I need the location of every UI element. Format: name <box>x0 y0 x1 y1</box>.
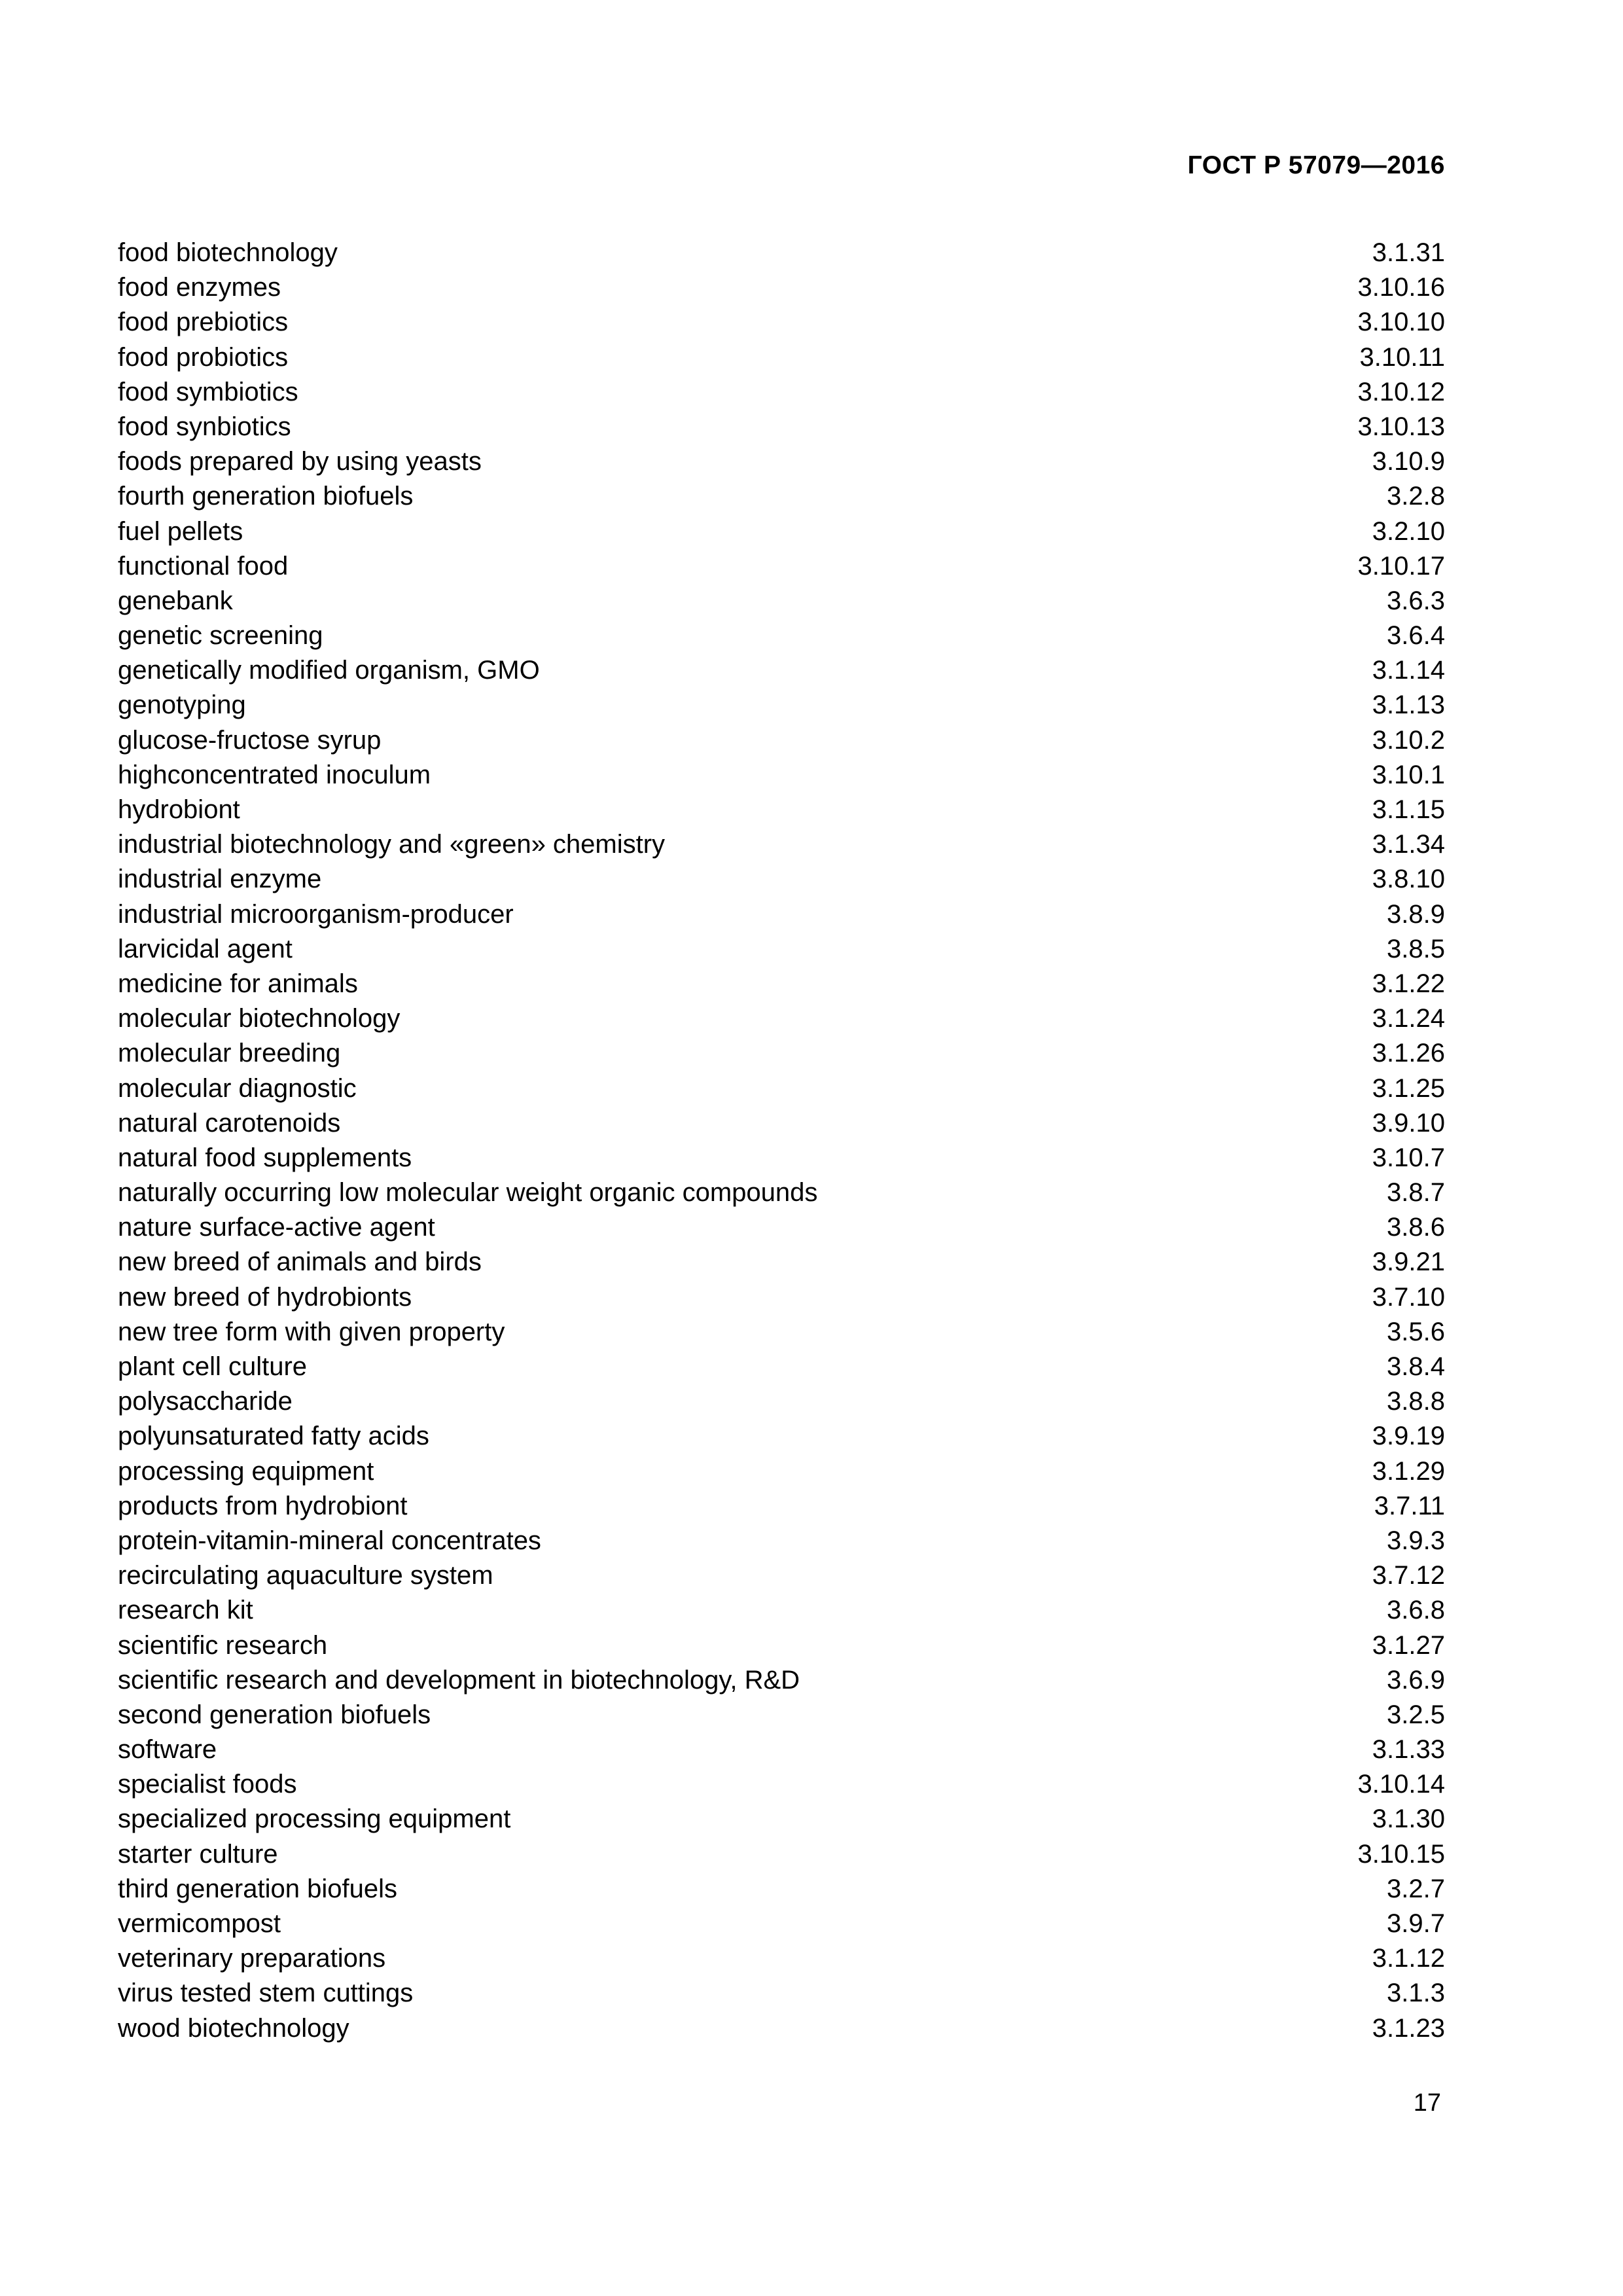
index-entry <box>118 1245 1445 1280</box>
index-entry <box>118 932 1445 967</box>
index-reference-number: 3.9.3 <box>1387 1526 1445 1555</box>
index-reference-number: 3.1.30 <box>1372 1804 1445 1834</box>
index-reference-number: 3.10.2 <box>1372 725 1445 755</box>
index-term: specialist foods <box>118 1770 297 1799</box>
index-term: specialized processing equipment <box>118 1804 511 1834</box>
index-entry <box>118 305 1445 340</box>
index-reference-number: 3.8.9 <box>1387 899 1445 929</box>
index-entry <box>118 1524 1445 1558</box>
index-entry <box>118 1802 1445 1837</box>
index-term: food prebiotics <box>118 308 289 337</box>
index-reference-number: 3.8.10 <box>1372 865 1445 894</box>
index-term: industrial biotechnology and «green» chemistry <box>118 830 666 859</box>
index-reference-number: 3.7.10 <box>1372 1282 1445 1312</box>
index-entry <box>118 758 1445 793</box>
index-reference-number: 3.1.23 <box>1372 2013 1445 2043</box>
index-term: scientific research and development in biotechnology, R&D <box>118 1665 800 1695</box>
index-reference-number: 3.1.15 <box>1372 795 1445 824</box>
index-entry <box>118 444 1445 479</box>
index-reference-number: 3.10.9 <box>1372 447 1445 476</box>
index-entry <box>118 1315 1445 1350</box>
index-term: molecular breeding <box>118 1039 341 1068</box>
index-reference-number: 3.7.11 <box>1374 1491 1445 1520</box>
index-reference-number: 3.10.14 <box>1357 1770 1445 1799</box>
index-reference-number: 3.1.33 <box>1372 1735 1445 1765</box>
index-term: new breed of hydrobionts <box>118 1282 412 1312</box>
index-entry <box>118 1106 1445 1141</box>
index-entry <box>118 1628 1445 1663</box>
index-entry <box>118 1350 1445 1384</box>
index-reference-number: 3.9.7 <box>1387 1909 1445 1938</box>
index-reference-number: 3.5.6 <box>1387 1317 1445 1346</box>
index-entry <box>118 1907 1445 1941</box>
index-reference-number: 3.1.12 <box>1372 1944 1445 1973</box>
index-entry <box>118 1732 1445 1767</box>
index-reference-number: 3.10.13 <box>1357 412 1445 441</box>
index-term: medicine for animals <box>118 969 358 998</box>
index-term: processing equipment <box>118 1456 374 1486</box>
index-entry <box>118 1558 1445 1593</box>
index-term: software <box>118 1735 217 1765</box>
index-entry <box>118 723 1445 758</box>
index-term: food synbiotics <box>118 412 291 441</box>
index-reference-number: 3.9.10 <box>1372 1108 1445 1138</box>
index-reference-number: 3.1.34 <box>1372 830 1445 859</box>
index-entry <box>118 1384 1445 1419</box>
index-term: second generation biofuels <box>118 1700 431 1729</box>
index-reference-number: 3.10.17 <box>1357 551 1445 581</box>
index-term: genotyping <box>118 691 246 720</box>
index-reference-number: 3.2.5 <box>1387 1700 1445 1729</box>
index-reference-number: 3.1.3 <box>1387 1979 1445 2008</box>
index-entry <box>118 688 1445 723</box>
index-reference-number: 3.9.21 <box>1372 1247 1445 1277</box>
index-reference-number: 3.1.14 <box>1372 656 1445 685</box>
document-header <box>1188 149 1445 182</box>
index-term: nature surface-active agent <box>118 1213 435 1242</box>
index-reference-number: 3.10.7 <box>1372 1143 1445 1172</box>
index-term: third generation biofuels <box>118 1874 397 1903</box>
index-entry <box>118 1036 1445 1071</box>
index-term: virus tested stem cuttings <box>118 1979 414 2008</box>
index-term: new tree form with given property <box>118 1317 505 1346</box>
index-term: natural food supplements <box>118 1143 412 1172</box>
index-term: polysaccharide <box>118 1387 293 1416</box>
index-term: polyunsaturated fatty acids <box>118 1422 429 1451</box>
index-term: hydrobiont <box>118 795 240 824</box>
index-term: research kit <box>118 1596 253 1625</box>
index-term: plant cell culture <box>118 1352 308 1381</box>
index-entry <box>118 1593 1445 1628</box>
index-reference-number: 3.8.6 <box>1387 1213 1445 1242</box>
index-entry <box>118 1976 1445 2011</box>
index-term: glucose-fructose syrup <box>118 725 382 755</box>
index-reference-number: 3.1.26 <box>1372 1039 1445 1068</box>
index-entry <box>118 584 1445 619</box>
index-entry <box>118 862 1445 897</box>
index-reference-number: 3.6.9 <box>1387 1665 1445 1695</box>
index-term: highconcentrated inoculum <box>118 760 431 789</box>
index-entry <box>118 793 1445 827</box>
index-entry <box>118 1454 1445 1489</box>
index-entry <box>118 1837 1445 1872</box>
index-term: genebank <box>118 586 233 615</box>
index-reference-number: 3.6.8 <box>1387 1596 1445 1625</box>
index-entry <box>118 1698 1445 1732</box>
index-reference-number: 3.8.7 <box>1387 1178 1445 1208</box>
index-reference-number: 3.1.24 <box>1372 1004 1445 1033</box>
index-reference-number: 3.8.4 <box>1387 1352 1445 1381</box>
index-entry <box>118 479 1445 514</box>
index-entry <box>118 653 1445 688</box>
index-entry <box>118 1767 1445 1802</box>
index-entry <box>118 619 1445 653</box>
index-reference-number: 3.9.19 <box>1372 1422 1445 1451</box>
index-term: scientific research <box>118 1630 328 1660</box>
index-term: fuel pellets <box>118 516 243 546</box>
index-term: products from hydrobiont <box>118 1491 408 1520</box>
index-reference-number: 3.1.13 <box>1372 691 1445 720</box>
index-term: wood biotechnology <box>118 2013 349 2043</box>
index-reference-number: 3.10.1 <box>1372 760 1445 789</box>
index-entry <box>118 1175 1445 1210</box>
index-entry <box>118 1941 1445 1976</box>
index-term: industrial enzyme <box>118 865 322 894</box>
index-reference-number: 3.1.22 <box>1372 969 1445 998</box>
standard-designation: ГОСТ Р 57079—2016 <box>1187 151 1445 179</box>
index-entry <box>118 410 1445 444</box>
index-reference-number: 3.1.29 <box>1372 1456 1445 1486</box>
index-term: veterinary preparations <box>118 1944 386 1973</box>
index-term: fourth generation biofuels <box>118 482 414 511</box>
index-term: recirculating aquaculture system <box>118 1561 493 1590</box>
index-reference-number: 3.2.8 <box>1387 482 1445 511</box>
index-reference-number: 3.6.4 <box>1387 621 1445 651</box>
index-reference-number: 3.7.12 <box>1372 1561 1445 1590</box>
index-entry <box>118 1141 1445 1175</box>
page-number: 17 <box>1413 2089 1441 2117</box>
index-entry <box>118 236 1445 270</box>
index-entry <box>118 2011 1445 2046</box>
index-reference-number: 3.8.5 <box>1387 934 1445 963</box>
index-term: food symbiotics <box>118 377 298 406</box>
index-term: natural carotenoids <box>118 1108 341 1138</box>
index-reference-number: 3.10.15 <box>1357 1839 1445 1869</box>
index-term: molecular biotechnology <box>118 1004 401 1033</box>
index-reference-number: 3.2.10 <box>1372 516 1445 546</box>
term-index-list <box>118 236 1445 2046</box>
index-term: vermicompost <box>118 1909 281 1938</box>
index-reference-number: 3.2.7 <box>1387 1874 1445 1903</box>
index-entry <box>118 1071 1445 1106</box>
index-reference-number: 3.6.3 <box>1387 586 1445 615</box>
index-entry <box>118 1419 1445 1454</box>
index-term: foods prepared by using yeasts <box>118 447 482 476</box>
index-term: new breed of animals and birds <box>118 1247 482 1277</box>
index-entry <box>118 549 1445 584</box>
index-term: food enzymes <box>118 273 281 302</box>
index-term: protein-vitamin-mineral concentrates <box>118 1526 541 1555</box>
index-term: functional food <box>118 551 289 581</box>
index-entry <box>118 827 1445 862</box>
index-term: larvicidal agent <box>118 934 293 963</box>
index-entry <box>118 1001 1445 1036</box>
index-term: food biotechnology <box>118 238 338 267</box>
index-entry <box>118 1872 1445 1907</box>
index-reference-number: 3.1.31 <box>1372 238 1445 267</box>
index-entry <box>118 1663 1445 1698</box>
index-reference-number: 3.10.12 <box>1357 377 1445 406</box>
index-term: genetically modified organism, GMO <box>118 656 540 685</box>
index-entry <box>118 1210 1445 1245</box>
index-entry <box>118 270 1445 305</box>
index-term: genetic screening <box>118 621 323 651</box>
index-reference-number: 3.1.27 <box>1372 1630 1445 1660</box>
index-term: food probiotics <box>118 342 289 372</box>
index-reference-number: 3.10.16 <box>1357 273 1445 302</box>
index-entry <box>118 514 1445 549</box>
index-term: molecular diagnostic <box>118 1073 357 1103</box>
index-entry <box>118 1489 1445 1524</box>
index-term: naturally occurring low molecular weight organic compounds <box>118 1178 818 1208</box>
index-term: starter culture <box>118 1839 278 1869</box>
index-entry <box>118 967 1445 1001</box>
index-term: industrial microorganism-producer <box>118 899 514 929</box>
index-reference-number: 3.1.25 <box>1372 1073 1445 1103</box>
index-reference-number: 3.10.10 <box>1357 308 1445 337</box>
index-entry <box>118 375 1445 410</box>
index-reference-number: 3.8.8 <box>1387 1387 1445 1416</box>
index-entry <box>118 1280 1445 1315</box>
index-reference-number: 3.10.11 <box>1359 342 1445 372</box>
index-entry <box>118 897 1445 932</box>
index-entry <box>118 340 1445 375</box>
